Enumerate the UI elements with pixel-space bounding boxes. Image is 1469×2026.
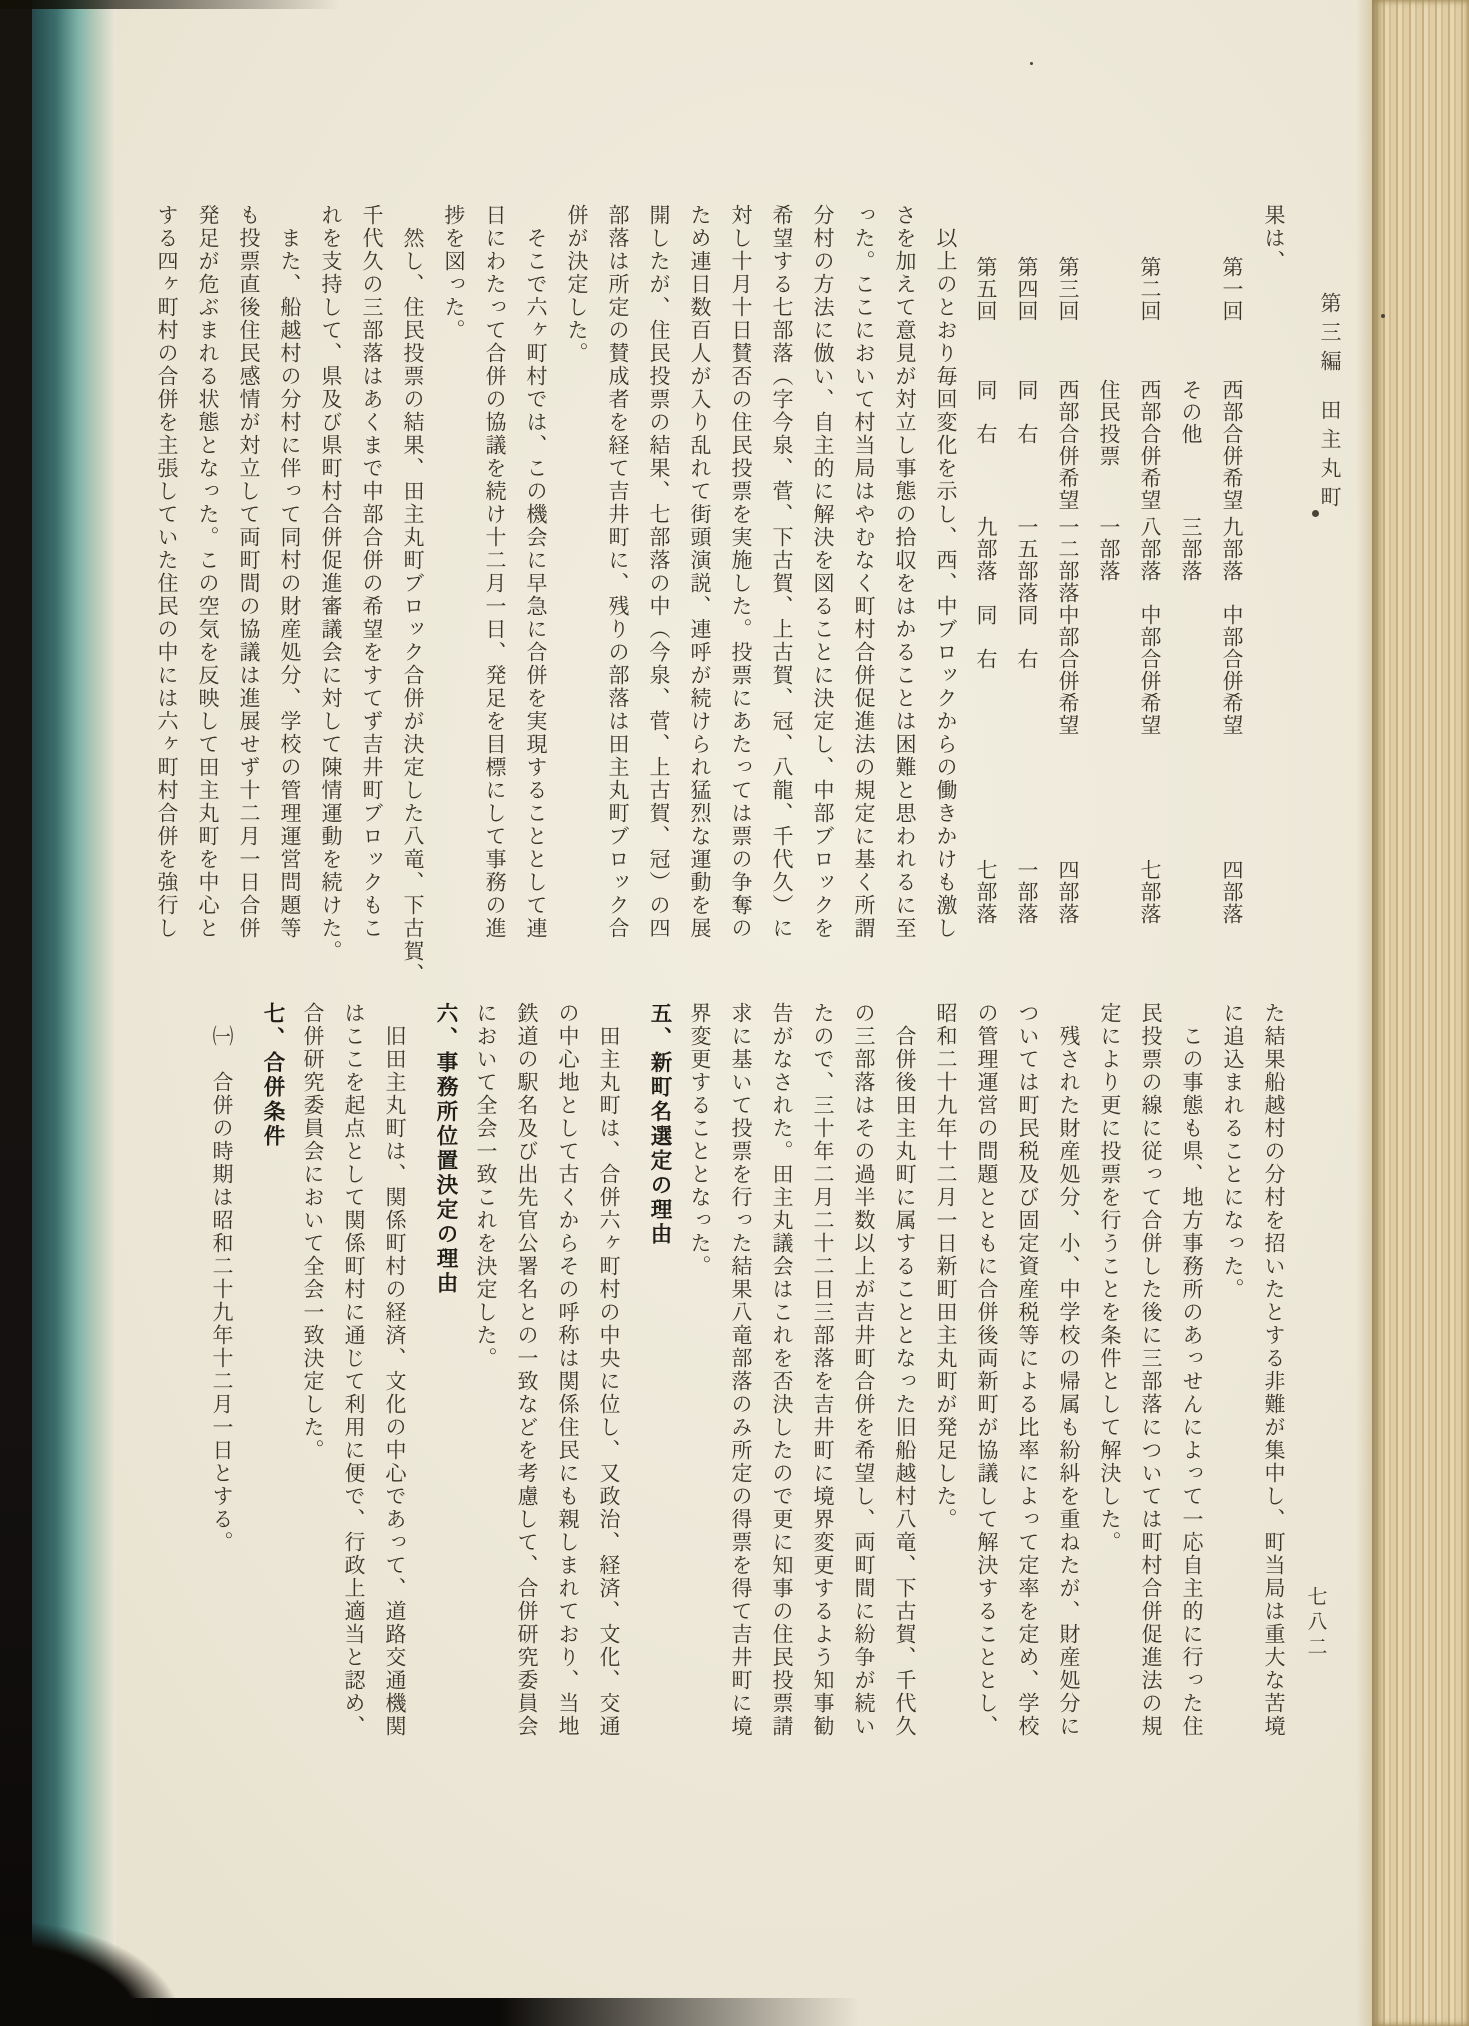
survey-round-label: 第四回 — [1015, 256, 1040, 322]
survey-count: 四部落 — [1056, 859, 1081, 925]
text-column: の三部落はその過半数以上が吉井町合併を希望し、両町間に紛争が続い — [852, 1002, 876, 1738]
text-column: 昭和二十九年十二月一日新町田主丸町が発足した。 — [934, 1002, 958, 1531]
survey-item: 西部合併希望 — [1220, 379, 1245, 511]
text-column: れを支持して、県及び県町村合併促進審議会に対して陳情運動を続けた。 — [319, 204, 343, 963]
text-column: ㈠ 合併の時期は昭和二十九年十二月一日とする。 — [210, 1025, 234, 1554]
survey-count: 一部落 — [1015, 859, 1040, 925]
text-column: の中心地として古くからその呼称は関係住民にも親しまれており、当地 — [556, 1002, 580, 1738]
text-column: において全会一致これを決定した。 — [474, 1002, 498, 1370]
survey-round-extra-column — [1098, 204, 1121, 996]
text-column: 然し、住民投票の結果、田主丸町ブロック合併が決定した八竜、下古賀、 — [401, 227, 425, 986]
survey-count: 三部落 — [1179, 516, 1204, 582]
text-column: 併が決定した。 — [565, 204, 589, 365]
text-column: 発足が危ぶまれる状態となった。この空気を反映して田主丸町を中心と — [196, 204, 220, 940]
running-head-title: 田主丸町 — [1318, 399, 1342, 515]
text-column: さを加えて意見が対立し事態の拾収をはかることは困難と思われるに至 — [893, 204, 917, 940]
scan-bottom-left-corner — [0, 1916, 190, 2026]
dust-speck — [1030, 62, 1033, 65]
dust-speck — [1381, 314, 1385, 318]
text-column: 以上のとおり毎回変化を示し、西、中ブロックからの働きかけも激し — [934, 227, 958, 940]
survey-item: 西部合併希望 — [1138, 379, 1163, 511]
survey-item: 西部合併希望 — [1056, 379, 1081, 511]
text-column: 捗を図った。 — [442, 204, 466, 342]
survey-round-label: 第三回 — [1056, 256, 1081, 322]
facing-page-edge — [32, 0, 116, 2026]
text-column: 希望する七部落（字今泉、菅、下古賀、上古賀、冠、八龍、千代久）に — [770, 204, 794, 940]
survey-item: 同 右 — [1015, 379, 1040, 445]
survey-item: 中部合併希望 — [1056, 604, 1081, 736]
text-column: 旧田主丸町は、関係町村の経済、文化の中心であって、道路交通機関 — [383, 1025, 407, 1738]
survey-count: 七部落 — [974, 859, 999, 925]
lower-text-block — [192, 1002, 1285, 1814]
text-column: 鉄道の駅名及び出先官公署名との一致などを考慮して、合併研究委員会 — [515, 1002, 539, 1738]
survey-item: 同 右 — [974, 604, 999, 670]
text-column: た結果船越村の分村を招いたとする非難が集中し、町当局は重大な苦境 — [1262, 1002, 1286, 1738]
text-column: たので、三十年二月二十二日三部落を吉井町に境界変更するよう知事勧 — [811, 1002, 835, 1738]
text-column: この事態も県、地方事務所のあっせんによって一応自主的に行った住 — [1180, 1025, 1204, 1738]
scan-left-black-edge — [0, 0, 32, 2026]
survey-count: 九部落 — [974, 516, 999, 582]
text-column: 民投票の線に従って合併した後に三部落については町村合併促進法の規 — [1139, 1002, 1163, 1738]
survey-count: 四部落 — [1220, 859, 1245, 925]
survey-count: 七部落 — [1138, 859, 1163, 925]
text-column: 日にわたって合併の協議を続け十二月一日、発足を目標にして事務の進 — [483, 204, 507, 940]
text-column: 求に基いて投票を行った結果八竜部落のみ所定の得票を得て吉井町に境 — [729, 1002, 753, 1738]
upper-text-block — [137, 204, 1285, 996]
text-column: また、船越村の分村に伴って同村の財産処分、学校の管理運営問題等 — [278, 227, 302, 940]
page-number: 七八二 — [1304, 1586, 1328, 1661]
text-column: 開したが、住民投票の結果、七部落の中（今泉、菅、上古賀、冠）の四 — [647, 204, 671, 940]
text-column: の管理運営の問題とともに合併後両新町が協議して解決することとし、 — [975, 1002, 999, 1738]
scan-top-edge — [0, 0, 340, 9]
survey-round-label: 第一回 — [1220, 256, 1245, 322]
survey-round-column — [1139, 204, 1162, 996]
text-column: そこで六ヶ町村では、この機会に早急に合併を実現することとして連 — [524, 227, 548, 940]
survey-round-column — [1016, 204, 1039, 996]
survey-round-extra-column — [1180, 204, 1203, 996]
text-column: 千代久の三部落はあくまで中部合併の希望をすてず吉井町ブロックもこ — [360, 204, 384, 940]
text-column: 田主丸町は、合併六ヶ町村の中央に位し、又政治、経済、文化、交通 — [597, 1025, 621, 1738]
text-column: 合併研究委員会において全会一致決定した。 — [301, 1002, 325, 1462]
survey-round-label: 第五回 — [974, 256, 999, 322]
text-column: 部落は所定の賛成者を経て吉井町に、残りの部落は田主丸町ブロック合 — [606, 204, 630, 940]
section-heading: 五、新町名選定の理由 — [647, 1002, 672, 1247]
text-column: 定により更に投票を行うことを条件として解決した。 — [1098, 1002, 1122, 1554]
survey-count: 九部落 — [1220, 516, 1245, 582]
survey-round-column — [1221, 204, 1244, 996]
survey-round-column — [975, 204, 998, 996]
survey-round-column — [1057, 204, 1080, 996]
survey-item: その他 — [1179, 379, 1204, 445]
section-heading: 七、合併条件 — [260, 1002, 285, 1149]
text-column: 界変更することとなった。 — [688, 1002, 712, 1278]
text-column: はここを起点として関係町村に通じて利用に便で、行政上適当と認め、 — [342, 1002, 366, 1738]
text-column: 対し十月十日賛否の住民投票を実施した。投票にあたっては票の争奪の — [729, 204, 753, 940]
text-column: 合併後田主丸町に属することとなった旧船越村八竜、下古賀、千代久 — [893, 1025, 917, 1738]
survey-count: 一二部落 — [1056, 516, 1081, 604]
survey-item: 中部合併希望 — [1220, 604, 1245, 736]
survey-count: 一五部落 — [1015, 516, 1040, 604]
survey-item: 同 右 — [974, 379, 999, 445]
survey-item: 住民投票 — [1097, 379, 1122, 467]
text-column: 告がなされた。田主丸議会はこれを否決したので更に知事の住民投票請 — [770, 1002, 794, 1738]
survey-round-label: 第二回 — [1138, 256, 1163, 322]
text-column: った。ここにおいて村当局はやむなく町村合併促進法の規定に基く所謂 — [852, 204, 876, 940]
page-curl-shadow — [1356, 0, 1372, 2026]
text-column: 分村の方法に倣い、自主的に解決を図ることに決定し、中部ブロックを — [811, 204, 835, 940]
text-column: ついては町民税及び固定資産税等による比率によって定率を定め、学校 — [1016, 1002, 1040, 1738]
survey-count: 八部落 — [1138, 516, 1163, 582]
text-column: に追込まれることになった。 — [1221, 1002, 1245, 1301]
running-head-part: 第三編 — [1318, 292, 1342, 379]
text-column: 残された財産処分、小、中学校の帰属も紛糾を重ねたが、財産処分に — [1057, 1025, 1081, 1738]
survey-item: 中部合併希望 — [1138, 604, 1163, 736]
text-column: 果は、 — [1262, 204, 1286, 273]
survey-item: 同 右 — [1015, 604, 1040, 670]
running-head — [1315, 292, 1345, 515]
text-column: する四ヶ町村の合併を主張していた住民の中には六ヶ町村合併を強行し — [155, 204, 179, 940]
section-heading: 六、事務所位置決定の理由 — [433, 1002, 458, 1296]
text-column: も投票直後住民感情が対立して両町間の協議は進展せず十二月一日合併 — [237, 204, 261, 940]
survey-count: 一部落 — [1097, 516, 1122, 582]
text-column: ため連日数百人が入り乱れて街頭演説、連呼が続けられ猛烈な運動を展 — [688, 204, 712, 940]
page-stack-edge — [1372, 0, 1469, 2026]
